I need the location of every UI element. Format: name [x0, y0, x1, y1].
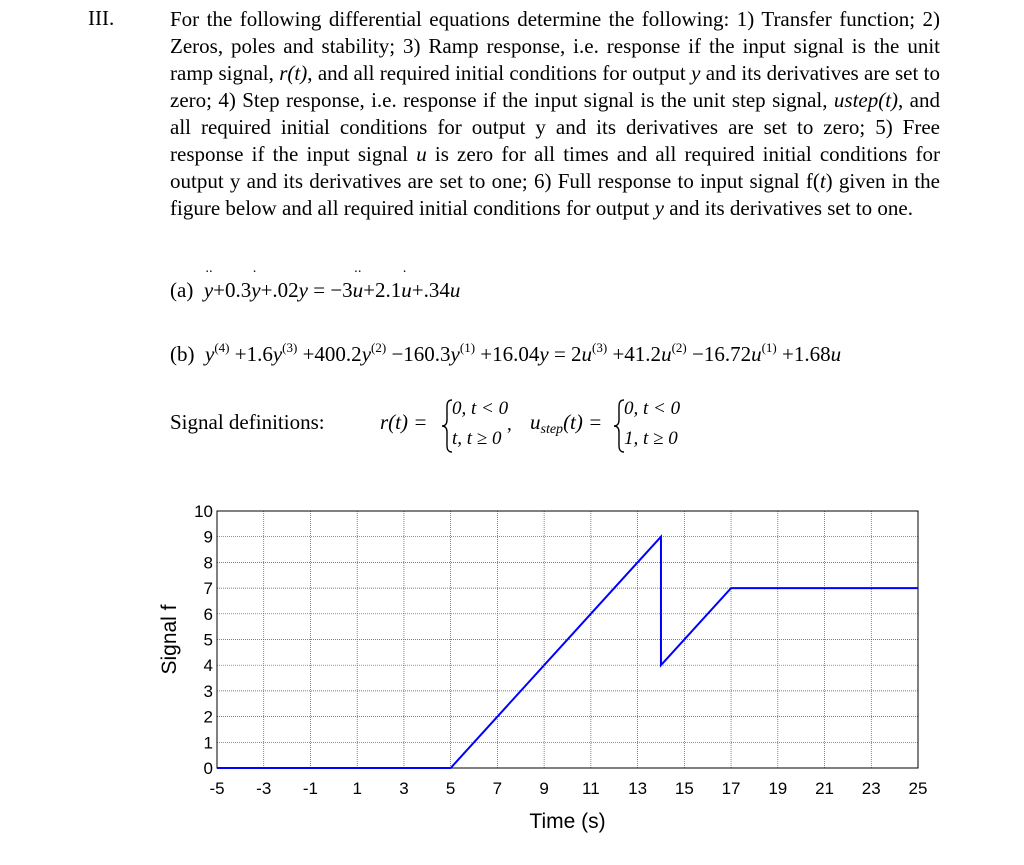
y-tick-label: 10 [194, 502, 213, 521]
equation-b: (b) $y^{(4)} +1.6y^{(3)} +400.2y^{(2)} -160.3y^{(1)} +16.04y = 2u^{(3)} +41.2u^{(2)} -16.72u^{(1)} +1.68u$ [170, 340, 842, 366]
signal-series-line [217, 537, 918, 768]
x-tick-label: 11 [582, 779, 600, 798]
x-tick-label: 25 [908, 779, 928, 798]
x-tick-label: 7 [492, 779, 503, 798]
y-tick-label: 6 [203, 604, 213, 624]
y-tick-label: 4 [203, 656, 213, 676]
y-axis-label: Signal f [158, 604, 181, 675]
x-tick-label: 5 [445, 779, 456, 798]
y-tick-label: 3 [203, 681, 213, 701]
x-tick-label: 3 [399, 779, 409, 798]
x-tick-label: 19 [768, 779, 788, 798]
x-tick-label: 13 [628, 779, 648, 798]
problem-number: III. [88, 6, 115, 30]
chart-ticks [194, 502, 927, 798]
step-case-nonnegative: 1, t ≥ 0 [624, 428, 678, 449]
y-tick-label: 7 [203, 579, 213, 599]
signal-definitions-label: Signal definitions: [170, 410, 325, 434]
x-tick-label: 17 [721, 779, 741, 798]
x-tick-label: -1 [302, 779, 319, 798]
y-tick-label: 1 [203, 733, 213, 753]
equation-a: (a) y ··+0.3y ·+.02y = −3u ··+2.1u ·+.34u [170, 278, 460, 303]
step-case-negative: 0, t < 0 [624, 398, 681, 419]
x-tick-label: 9 [539, 779, 549, 798]
ramp-definition-name: r(t) = [380, 410, 428, 434]
step-definition-name: $u_{step}(t)$ = [530, 410, 603, 437]
y-tick-label: 5 [203, 630, 213, 650]
x-tick-label: -3 [256, 779, 272, 798]
y-tick-label: 2 [203, 707, 213, 727]
x-tick-label: 15 [674, 779, 694, 798]
y-tick-label: 8 [203, 553, 213, 573]
ramp-case-negative: 0, t < 0 [452, 398, 509, 419]
x-axis-label: Time (s) [529, 810, 606, 833]
x-tick-label: 23 [861, 779, 881, 798]
x-tick-label: 21 [815, 779, 834, 798]
x-tick-label: -5 [209, 779, 225, 798]
x-tick-label: 1 [352, 779, 362, 798]
signal-chart [140, 495, 970, 855]
y-tick-label: 9 [203, 527, 213, 547]
problem-statement: For the following differential equations determine the following: 1) Transfer function; 2) Zeros, poles and stability; 3) Ramp response, i.e. response if the input signal is the unit ramp signal, r(t), and all required initial conditions for output y and its derivatives are set to zero; 4) Step response, i.e. response if the input signal is the unit step signal, ustep(t), and all required initial conditions for output y and its derivatives are set to zero; 5) Free response if the input signal u is zero for all times and all required initial conditions for output y and its derivatives are set to one; 6) Full response to input signal f(t) given in the figure below and all required initial conditions for output y and its derivatives set to one. [170, 7, 941, 220]
y-tick-label: 0 [203, 759, 213, 778]
ramp-case-nonnegative: t, t ≥ 0 [452, 428, 502, 449]
